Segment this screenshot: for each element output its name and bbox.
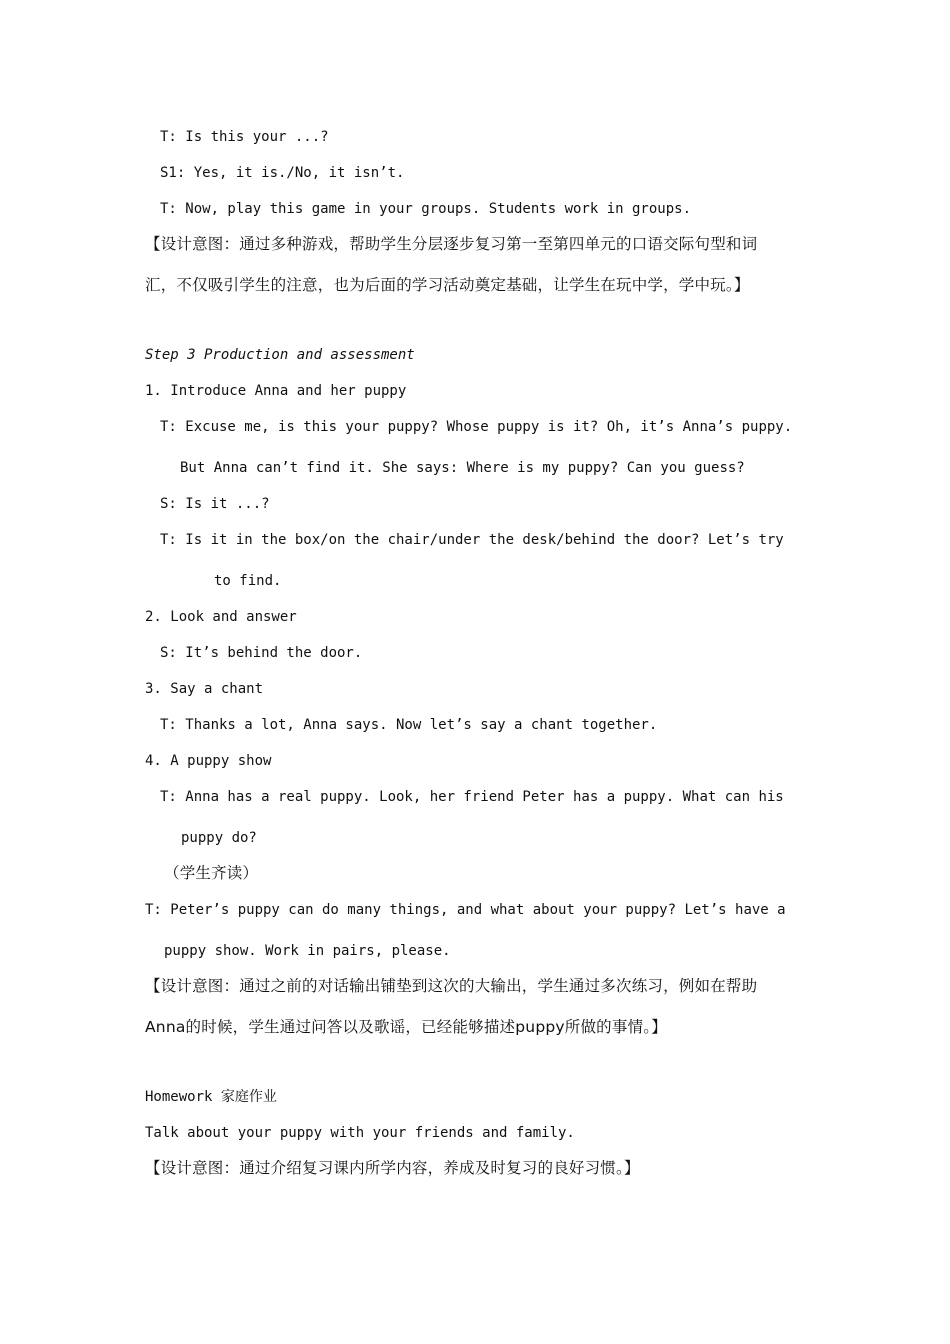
design-intent-note-cont: 汇，不仅吸引学生的注意，也为后面的学习活动奠定基础，让学生在玩中学，学中玩。】: [145, 276, 750, 294]
homework-heading: Homework 家庭作业: [145, 1089, 277, 1105]
dialogue-line: T: Now, play this game in your groups. Students work in groups.: [160, 201, 692, 217]
dialogue-line: S1: Yes, it is./No, it isn’t.: [160, 165, 405, 181]
homework-text: Talk about your puppy with your friends and family.: [145, 1125, 575, 1141]
dialogue-line: S: It’s behind the door.: [160, 645, 363, 661]
dialogue-line-cont: puppy do?: [181, 830, 257, 846]
stage-note: （学生齐读）: [164, 864, 259, 882]
list-item: 3. Say a chant: [145, 681, 264, 697]
list-item: 2. Look and answer: [145, 609, 297, 625]
dialogue-line: T: Thanks a lot, Anna says. Now let’s say a chant together.: [160, 717, 658, 733]
design-intent-note-cont: Anna的时候，学生通过问答以及歌谣，已经能够描述puppy所做的事情。】: [145, 1018, 667, 1036]
design-intent-note: 【设计意图：通过介绍复习课内所学内容，养成及时复习的良好习惯。】: [145, 1159, 640, 1177]
design-intent-note: 【设计意图：通过之前的对话输出铺垫到这次的大输出，学生通过多次练习，例如在帮助: [145, 977, 758, 995]
dialogue-line-cont: puppy show. Work in pairs, please.: [164, 943, 451, 959]
design-intent-note: 【设计意图：通过多种游戏，帮助学生分层逐步复习第一至第四单元的口语交际句型和词: [145, 235, 758, 253]
dialogue-line: T: Is this your ...?: [160, 129, 329, 145]
dialogue-line: T: Peter’s puppy can do many things, and what about your puppy? Let’s have a: [145, 902, 786, 918]
dialogue-line: S: Is it ...?: [160, 496, 270, 512]
list-item: 1. Introduce Anna and her puppy: [145, 383, 407, 399]
dialogue-line-cont: But Anna can’t find it. She says: Where is my puppy? Can you guess?: [180, 460, 745, 476]
list-item: 4. A puppy show: [145, 753, 272, 769]
dialogue-line: T: Anna has a real puppy. Look, her friend Peter has a puppy. What can his: [160, 789, 784, 805]
section-heading: Step 3 Production and assessment: [145, 347, 415, 363]
dialogue-line: T: Is it in the box/on the chair/under the desk/behind the door? Let’s try: [160, 532, 784, 548]
dialogue-line-cont: to find.: [214, 573, 282, 589]
dialogue-line: T: Excuse me, is this your puppy? Whose puppy is it? Oh, it’s Anna’s puppy.: [160, 419, 793, 435]
